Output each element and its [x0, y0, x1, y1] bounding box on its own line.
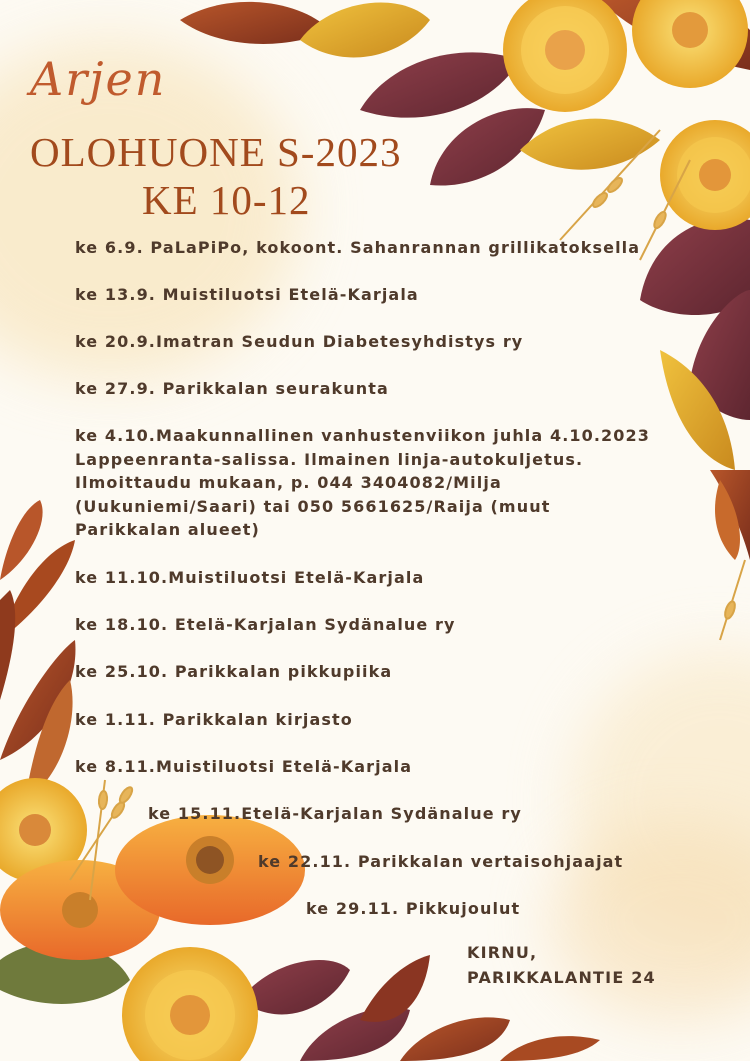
- left-leaves: [0, 500, 75, 800]
- event-item: ke 6.9. PaLaPiPo, kokoont. Sahanrannan grillikatoksella: [75, 238, 641, 257]
- venue-address: [467, 940, 656, 990]
- event-item: ke 27.9. Parikkalan seurakunta: [75, 379, 389, 398]
- time-title: KE 10-12: [142, 177, 311, 223]
- event-item: ke 15.11.Etelä-Karjalan Sydänalue ry: [148, 804, 522, 823]
- event-item: ke 18.10. Etelä-Karjalan Sydänalue ry: [75, 615, 456, 634]
- venue-street: PARIKKALANTIE 24: [467, 968, 656, 987]
- event-item: ke 25.10. Parikkalan pikkupiika: [75, 662, 393, 681]
- event-item: ke 13.9. Muistiluotsi Etelä-Karjala: [75, 285, 419, 304]
- event-item: ke 11.10.Muistiluotsi Etelä-Karjala: [75, 568, 425, 587]
- script-title: Arjen: [30, 52, 167, 106]
- event-item: ke 22.11. Parikkalan vertaisohjaajat: [258, 852, 624, 871]
- event-item: ke 8.11.Muistiluotsi Etelä-Karjala: [75, 757, 413, 776]
- event-item: ke 4.10.Maakunnallinen vanhustenviikon juhla 4.10.2023 Lappeenranta-salissa. Ilmainen linja-autokuljetus. Ilmoittaudu mukaan, p. 044 3404082/Milja (Uukuniemi/Saari) tai 050 5661625/Raija (muut Parikkalan alueet): [75, 426, 650, 539]
- page-title: OLOHUONE S-2023: [30, 129, 402, 175]
- event-item: ke 1.11. Parikkalan kirjasto: [75, 710, 353, 729]
- venue-name: KIRNU,: [467, 943, 538, 962]
- event-item: ke 29.11. Pikkujoulut: [306, 899, 521, 918]
- event-item: ke 20.9.Imatran Seudun Diabetesyhdistys ry: [75, 332, 524, 351]
